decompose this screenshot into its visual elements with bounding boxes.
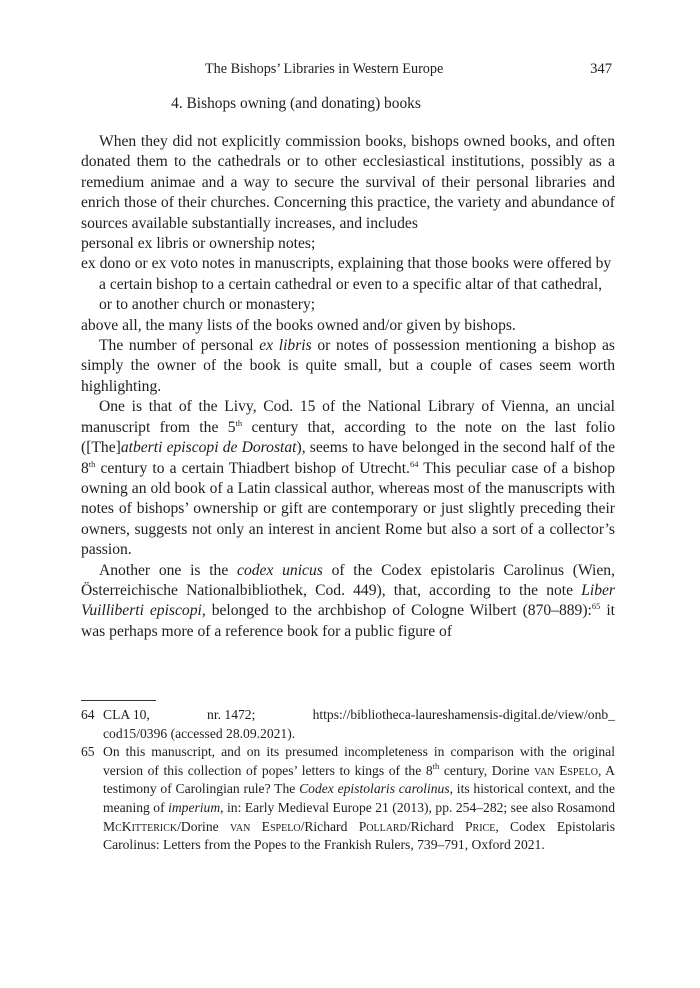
text-run: /Dorine xyxy=(177,818,230,834)
superscript: th xyxy=(88,458,96,469)
footnote-reference-65[interactable]: 65 xyxy=(591,601,601,612)
footnote-link-continuation[interactable]: cod15/0396 (accessed 28.09.2021). xyxy=(103,725,296,741)
author-surname: van Espelo xyxy=(534,762,598,778)
list-item: personal ex libris or ownership notes; xyxy=(81,235,316,253)
text-run: /Richard xyxy=(300,818,359,834)
footnote-number: 65 xyxy=(81,744,95,760)
paragraph-4 xyxy=(81,561,615,643)
footnote-64 xyxy=(81,706,615,743)
text-run: Another one is the xyxy=(99,561,238,579)
text-run: , belonged to the archbishop of Cologne Wilbert (870–889): xyxy=(201,602,592,620)
text-run: On this manuscript, and on its presumed incompleteness in comparison with the original version of this collection of popes’ letters to kings of the 8 xyxy=(103,744,615,778)
footnote-reference-64[interactable]: 64 xyxy=(409,458,419,469)
footnote-divider xyxy=(81,700,156,701)
running-head xyxy=(81,61,615,81)
text-run: nr. 1472; xyxy=(207,707,256,722)
text-run: , Codex Epistolaris Carolinus: Letters from the Popes to the Frankish Rulers, 739–791, Oxford 2021. xyxy=(103,818,615,853)
text-run: century, Dorine xyxy=(439,762,535,778)
text-run: /Richard xyxy=(406,818,465,834)
author-surname: Price xyxy=(464,818,496,834)
text-run: CLA 10, xyxy=(103,707,150,722)
body-text xyxy=(81,132,615,642)
paragraph-3 xyxy=(81,397,615,560)
italic-text: Liber Vuilliberti episcopi xyxy=(81,581,615,620)
text-run: This peculiar case of a bishop owning an old book of a Latin classical author, whereas most of the manuscripts with notes of bishops’ ownership or gift are contemporary or just slightly preceding their owners, suggests not only an interest in ancient Rome but also a sort of a collector’s passion. xyxy=(81,459,615,559)
author-surname: McKitterick xyxy=(103,818,178,834)
text-run: , A testimony of Carolingian rule? The xyxy=(103,762,615,797)
running-head-title: The Bishops’ Libraries in Western Europe xyxy=(205,61,444,77)
section-heading: 4. Bishops owning (and donating) books xyxy=(171,95,421,112)
text-run: it was perhaps more of a reference book for a public figure of xyxy=(81,602,615,640)
text-run: century that, according to the note on the last folio ([The] xyxy=(81,418,615,457)
superscript: th xyxy=(235,417,243,428)
paragraph-2 xyxy=(81,336,615,397)
superscript: th xyxy=(432,760,440,771)
footnote-link[interactable]: https://bibliotheca-laureshamensis-digital.de/view/onb_ xyxy=(312,707,615,722)
footnote-number: 64 xyxy=(81,707,95,722)
text-run: century to a certain Thiadbert bishop of Utrecht. xyxy=(95,459,410,477)
italic-text: atberti episcopi de Dorostat xyxy=(120,439,297,457)
footnote-65 xyxy=(81,743,615,855)
author-surname: Pollard xyxy=(358,818,407,834)
list-item: above all, the many lists of the books owned and/or given by bishops. xyxy=(81,316,516,334)
text-run: , in: Early Medieval Europe 21 (2013), pp. 254–282; see also Rosamond xyxy=(220,799,615,815)
text-run: of the Codex epistolaris Carolinus (Wien, Österreichische Nationalbibliothek, Cod. 449), that, according to the note xyxy=(81,561,615,599)
italic-text: Codex epistolaris carolinus xyxy=(299,781,450,797)
text-run: , its historical context, and the meaning of xyxy=(103,781,615,815)
list-item: ex dono or ex voto notes in manuscripts, explaining that those books were offered by a certain bishop to a certain cathedral or even to a specific altar of that cathedral, or to another church or monastery; xyxy=(81,255,612,314)
text-run: The number of personal xyxy=(99,337,260,355)
page-number: 347 xyxy=(590,61,612,77)
paragraph-1: When they did not explicitly commission books, bishops owned books, and often donated them to the cathedrals or to other ecclesiastical institutions, possibly as a remedium animae and a way to secure the survival of their personal libraries and enrich those of their churches. Concerning this practice, the variety and abundance of sources available substantially increases, and includes xyxy=(81,133,615,232)
author-surname: van Espelo xyxy=(229,818,301,834)
text-run: ), seems to have belonged in the second half of the 8 xyxy=(81,439,615,477)
italic-text: imperium xyxy=(168,799,221,815)
italic-text: codex unicus xyxy=(237,561,323,579)
footnotes xyxy=(81,706,615,855)
text-run: or notes of possession mentioning a bishop as simply the owner of the book is quite small, but a couple of cases seem worth highlighting. xyxy=(81,337,615,395)
text-run: One is that of the Livy, Cod. 15 of the National Library of Vienna, an uncial manuscript from the 5 xyxy=(81,398,615,436)
italic-text: ex libris xyxy=(259,337,312,355)
